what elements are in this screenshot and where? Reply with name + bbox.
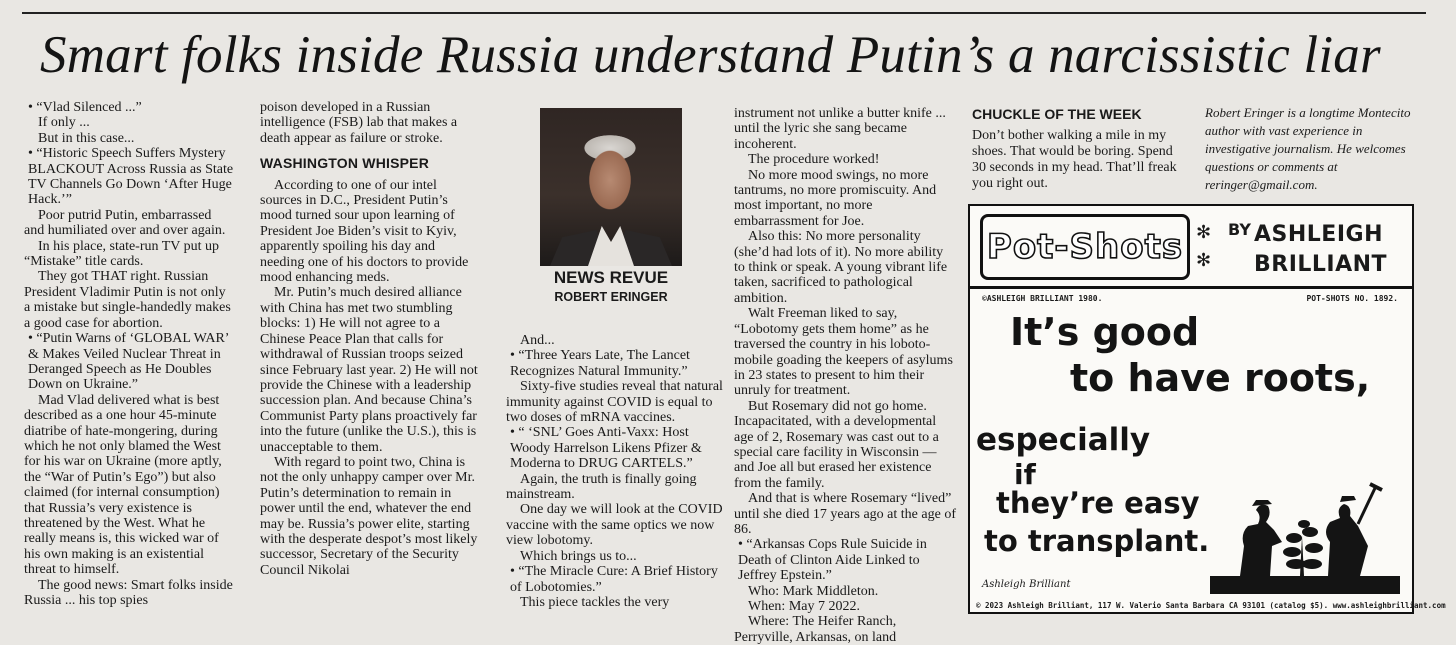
- comic-footer: © 2023 Ashleigh Brilliant, 117 W. Valerio Santa Barbara CA 93101 (catalog $5). www.ashleighbrilliant.com: [976, 601, 1446, 610]
- column-4-paragraph: The procedure worked!: [748, 152, 880, 168]
- column-1: [24, 100, 234, 625]
- column-4-paragraph: No more mood swings, no more tantrums, no more promiscuity. And most important, no more embarrassment for Joe.: [734, 167, 937, 229]
- comic-divider: [970, 286, 1412, 289]
- column-3-paragraph: One day we will look at the COVID vaccine with the same optics we now view lobotomy.: [506, 502, 723, 549]
- column-1-paragraph: The good news: Smart folks inside Russia ... his top spies: [24, 577, 233, 608]
- column-3-paragraph: • “Three Years Late, The Lancet Recognizes Natural Immunity.”: [510, 348, 690, 379]
- comic-line-1: It’s good: [1010, 310, 1200, 354]
- column-2: [260, 100, 482, 625]
- column-3-paragraph: Again, the truth is finally going mainstream.: [506, 471, 697, 503]
- comic-author-last: BRILLIANT: [1254, 252, 1388, 277]
- column-4: [734, 106, 956, 645]
- column-2-body: [260, 178, 482, 579]
- comic-line-5: they’re easy: [996, 486, 1200, 520]
- comic-line-2: to have roots,: [1070, 356, 1371, 400]
- headline: Smart folks inside Russia understand Putin’s a narcissistic liar: [40, 26, 1381, 84]
- column-2-paragraph: Mr. Putin’s much desired alliance with China has met two stumbling blocks: 1) He will not agree to a Chinese Peace Plan that calls for withdrawal of Russian troops seized since February last year. 2) He will not provide the Chinese with a leadership succession plan. And because China’s Communist Party plans proactively far into the future (unlike the U.S.), this is unacceptable to them.: [260, 285, 478, 455]
- column-1-paragraph: Mad Vlad delivered what is best described as a one hour 45-minute diatribe of hate-mongering, during which he not only blamed the West for his war on Ukraine (more aptly, the “War of Putin’s Ego”) but also claimed (for internal consumption) that Russia’s very existence is threatened by the West. What he really means is, this wicked war of his own making is an existential threat to himself.: [24, 392, 222, 578]
- comic-author-first: ASHLEIGH: [1254, 222, 1383, 247]
- column-3-paragraph: • “The Miracle Cure: A Brief History of Lobotomies.”: [510, 564, 718, 595]
- column-1-paragraph: • “Putin Warns of ‘GLOBAL WAR’ & Makes Veiled Nuclear Threat in Deranged Speech as He Doubles Down on Ukraine.”: [28, 331, 229, 393]
- column-3-paragraph: • “ ‘SNL’ Goes Anti-Vaxx: Host Woody Harrelson Likens Pfizer & Moderna to DRUG CARTELS.”: [510, 425, 702, 472]
- column-4-paragraph: instrument not unlike a butter knife ... until the lyric she sang became incoherent.: [734, 106, 946, 152]
- column-4-paragraph: When: May 7 2022.: [748, 599, 860, 614]
- column-3-paragraph: This piece tackles the very: [520, 594, 670, 610]
- star-icon: ✻: [1196, 250, 1212, 270]
- column-4-paragraph: • “Arkansas Cops Rule Suicide in Death of Clinton Aide Linked to Jeffrey Epstein.”: [738, 537, 927, 584]
- star-icon: ✻: [1196, 222, 1212, 242]
- column-2-paragraph: With regard to point two, China is not the only unhappy camper over Mr. Putin’s determination to remain in power until the end, whatever the end may be. Russia’s power elite, starting with the desperate despot’s most likely successor, Secretary of the Security Council Nikolai: [260, 454, 478, 578]
- column-4-paragraph: But Rosemary did not go home. Incapacitated, with a developmental age of 2, Rosemary was cast out to a special care facility in Wisconsin — and Joe all but erased her existence from the family.: [734, 398, 939, 491]
- section-heading-washington-whisper: WASHINGTON WHISPER: [260, 155, 430, 172]
- column-1-paragraph: Poor putrid Putin, embarrassed and humiliated over and over again.: [24, 207, 226, 239]
- column-title: NEWS REVUE: [553, 268, 669, 287]
- column-1-paragraph: • “Historic Speech Suffers Mystery BLACKOUT Across Russia as State TV Channels Go Down ‘After Huge Hack.’”: [28, 146, 234, 208]
- column-4-paragraph: Who: Mark Middleton.: [748, 583, 879, 599]
- comic-line-3: especially: [976, 422, 1151, 458]
- column-4-paragraph: And that is where Rosemary “lived” until she died 17 years ago at the age of 86.: [734, 491, 956, 537]
- chuckle-text: Don’t bother walking a mile in my shoes. That would be boring. Spend 30 seconds in my head. That’ll freak you right out.: [972, 128, 1177, 191]
- comic-number: POT-SHOTS NO. 1892.: [1306, 294, 1398, 303]
- comic-signature: Ashleigh Brilliant: [982, 579, 1071, 590]
- column-1-paragraph: They got THAT right. Russian President Vladimir Putin is not only a mistake but single-handedly makes a good case for abortion.: [24, 269, 231, 331]
- top-rule: [22, 12, 1426, 14]
- comic-author: [1254, 220, 1404, 280]
- column-4-paragraph: Where: The Heifer Ranch, Perryville, Arkansas, on land: [734, 614, 897, 645]
- gardeners-silhouette-icon: [1210, 476, 1400, 594]
- comic-line-4: if: [1014, 458, 1036, 491]
- column-4-paragraph: Also this: No more personality (she’d had lots of it). No more ability to think or speak. A young vibrant life taken, sacrificed to pathological ambition.: [734, 229, 948, 306]
- column-4-paragraph: Walt Freeman liked to say, “Lobotomy gets them home” as he traversed the country in his loboto-mobile goading the keepers of asylums in 23 states to present to him their unruly for treatment.: [734, 306, 953, 399]
- column-1-paragraph: In his place, state-run TV put up “Mistake” title cards.: [24, 238, 220, 270]
- comic-line-6: to transplant.: [984, 524, 1210, 558]
- comic-copyright-small: ©ASHLEIGH BRILLIANT 1980.: [982, 294, 1103, 303]
- column-2-paragraph: According to one of our intel sources in D.C., President Putin’s mood turned sour upon learning of President Joe Biden’s visit to Kyiv, apparently spoiling his day and needing one of his doctors to provide mood enhancing meds.: [260, 177, 469, 286]
- author-bio: Robert Eringer is a longtime Montecito author with vast experience in investigative journalism. He welcomes questions or comments at reringer@gmail.com.: [1205, 105, 1411, 192]
- comic-by: BY: [1228, 220, 1251, 239]
- pot-shots-logo: Pot-Shots: [980, 214, 1190, 280]
- column-3-paragraph: And...: [520, 333, 555, 348]
- chuckle-heading: CHUCKLE OF THE WEEK: [972, 106, 1142, 122]
- column-3-paragraph: Sixty-five studies reveal that natural immunity against COVID is equal to two doses of mRNA vaccines.: [506, 379, 723, 426]
- column-1-paragraph: If only ...: [38, 115, 90, 131]
- column-1-paragraph: But in this case...: [38, 130, 135, 146]
- column-3: [506, 333, 728, 625]
- column-2-top: poison developed in a Russian intelligence (FSB) lab that makes a death appear as failure or stroke.: [260, 100, 458, 146]
- column-3-paragraph: Which brings us to...: [520, 548, 637, 564]
- author-photo: [540, 108, 682, 266]
- column-1-paragraph: • “Vlad Silenced ...”: [28, 100, 142, 115]
- pot-shots-comic: [968, 204, 1446, 614]
- column-byline: ROBERT ERINGER: [554, 290, 668, 304]
